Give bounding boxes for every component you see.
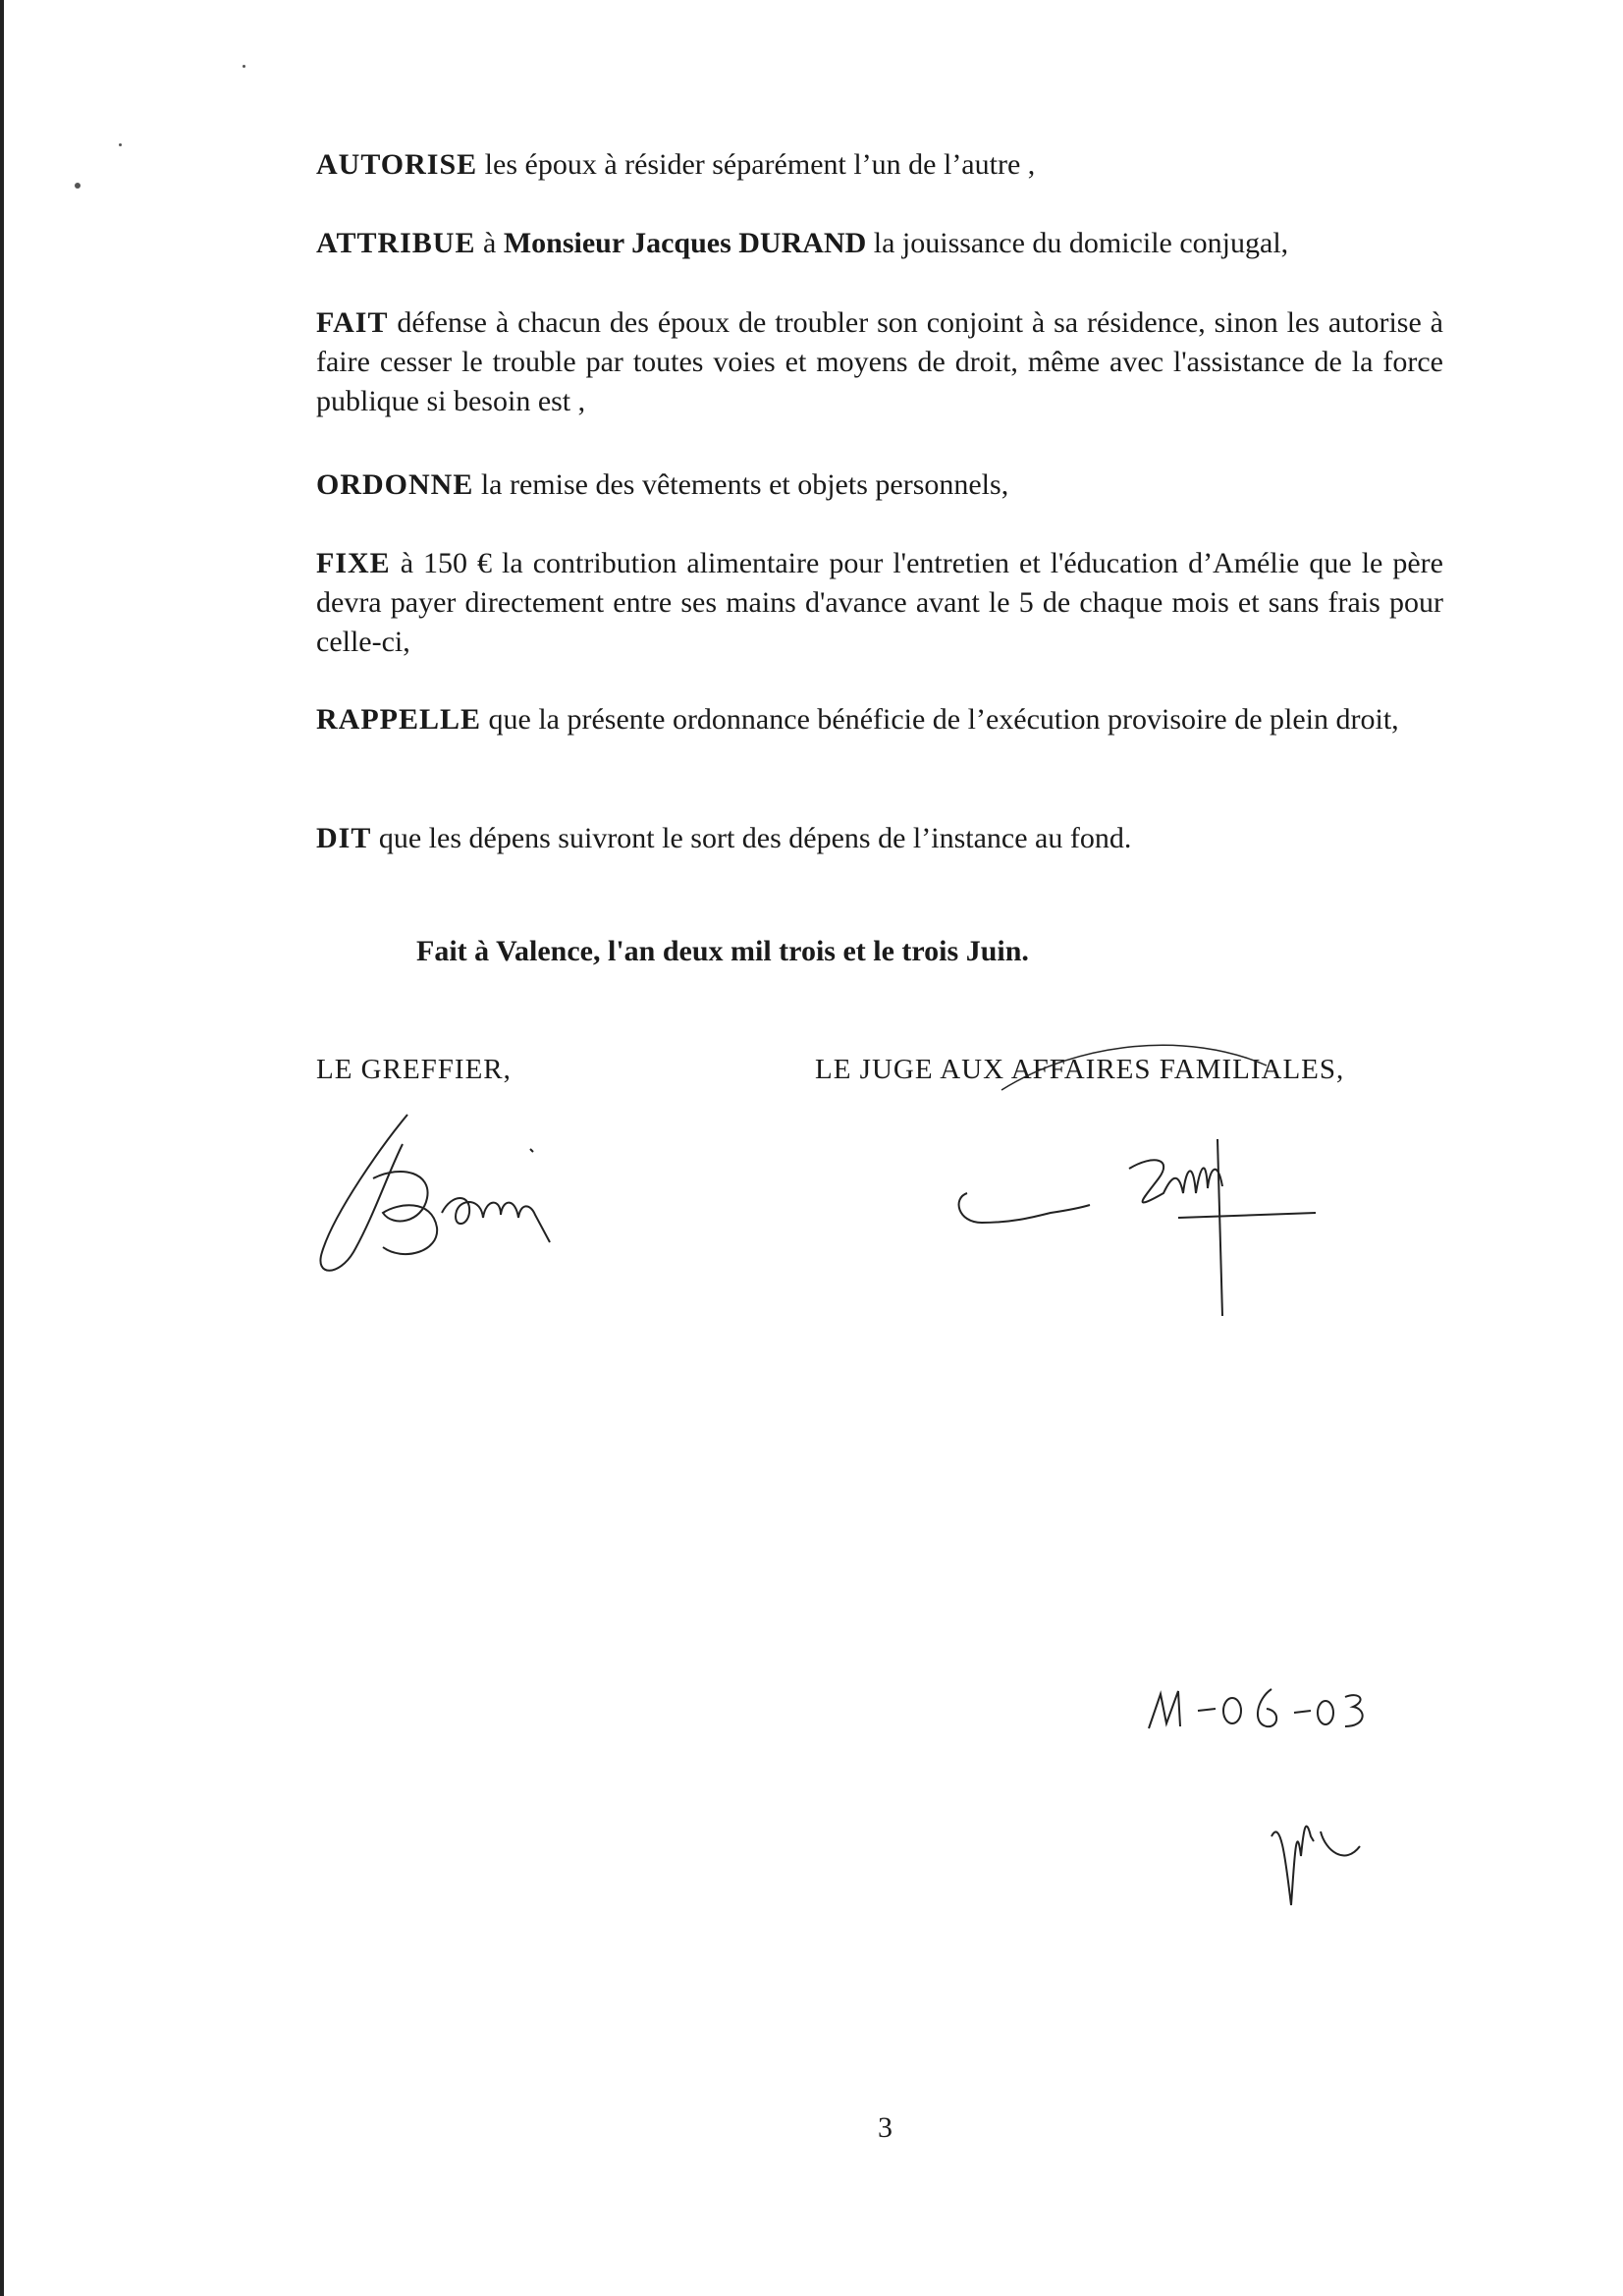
keyword: ATTRIBUE [316, 227, 476, 259]
paragraph-dit [316, 819, 1443, 858]
keyword: FIXE [316, 547, 391, 579]
keyword: DIT [316, 822, 372, 854]
paragraph-text: défense à chacun des époux de troubler son conjoint à sa résidence, sinon les autorise à faire cesser le trouble par toutes voies et moyens de droit, même avec l'assistance de la force publique si besoin est , [316, 306, 1443, 417]
paragraph-text: à 150 € la contribution alimentaire pour l'entretien et l'éducation d’Amélie que le père devra payer directement entre ses mains d'avance avant le 5 de chaque mois et sans frais pour celle-ci, [316, 547, 1443, 658]
keyword: AUTORISE [316, 148, 478, 181]
scan-edge [0, 0, 4, 2296]
greffier-signature [314, 1105, 599, 1282]
paragraph-attribue [316, 224, 1443, 263]
juge-signature [943, 1021, 1355, 1316]
paragraph-ordonne [316, 465, 1443, 505]
paragraph-fait [316, 303, 1443, 421]
page-number: 3 [878, 2111, 893, 2144]
paragraph-text: que les dépens suivront le sort des dépens de l’instance au fond. [371, 822, 1132, 854]
keyword: RAPPELLE [316, 703, 482, 736]
person-name: Monsieur Jacques DURAND [503, 227, 867, 259]
juge-title: LE JUGE AUX AFFAIRES FAMILIALES, [815, 1054, 1345, 1085]
paragraph-text: la jouissance du domicile conjugal, [866, 227, 1289, 259]
keyword: ORDONNE [316, 468, 474, 501]
paragraph-fixe [316, 544, 1443, 662]
paragraph-text: à [475, 227, 504, 259]
paragraph-rappelle [316, 700, 1443, 739]
scan-speck [243, 65, 245, 68]
paragraph-text: que la présente ordonnance bénéficie de l’exécution provisoire de plein droit, [481, 703, 1399, 736]
paragraph-autorise [316, 145, 1443, 185]
done-at-line: Fait à Valence, l'an deux mil trois et le trois Juin. [416, 935, 1029, 967]
greffier-title: LE GREFFIER, [316, 1054, 512, 1085]
keyword: FAIT [316, 306, 389, 339]
paragraph-text: la remise des vêtements et objets personnels, [473, 468, 1009, 501]
paragraph-text: les époux à résider séparément l’un de l’autre , [477, 148, 1036, 181]
scan-speck [119, 143, 122, 146]
handwritten-date [1109, 1669, 1424, 1964]
scan-speck [75, 183, 81, 189]
